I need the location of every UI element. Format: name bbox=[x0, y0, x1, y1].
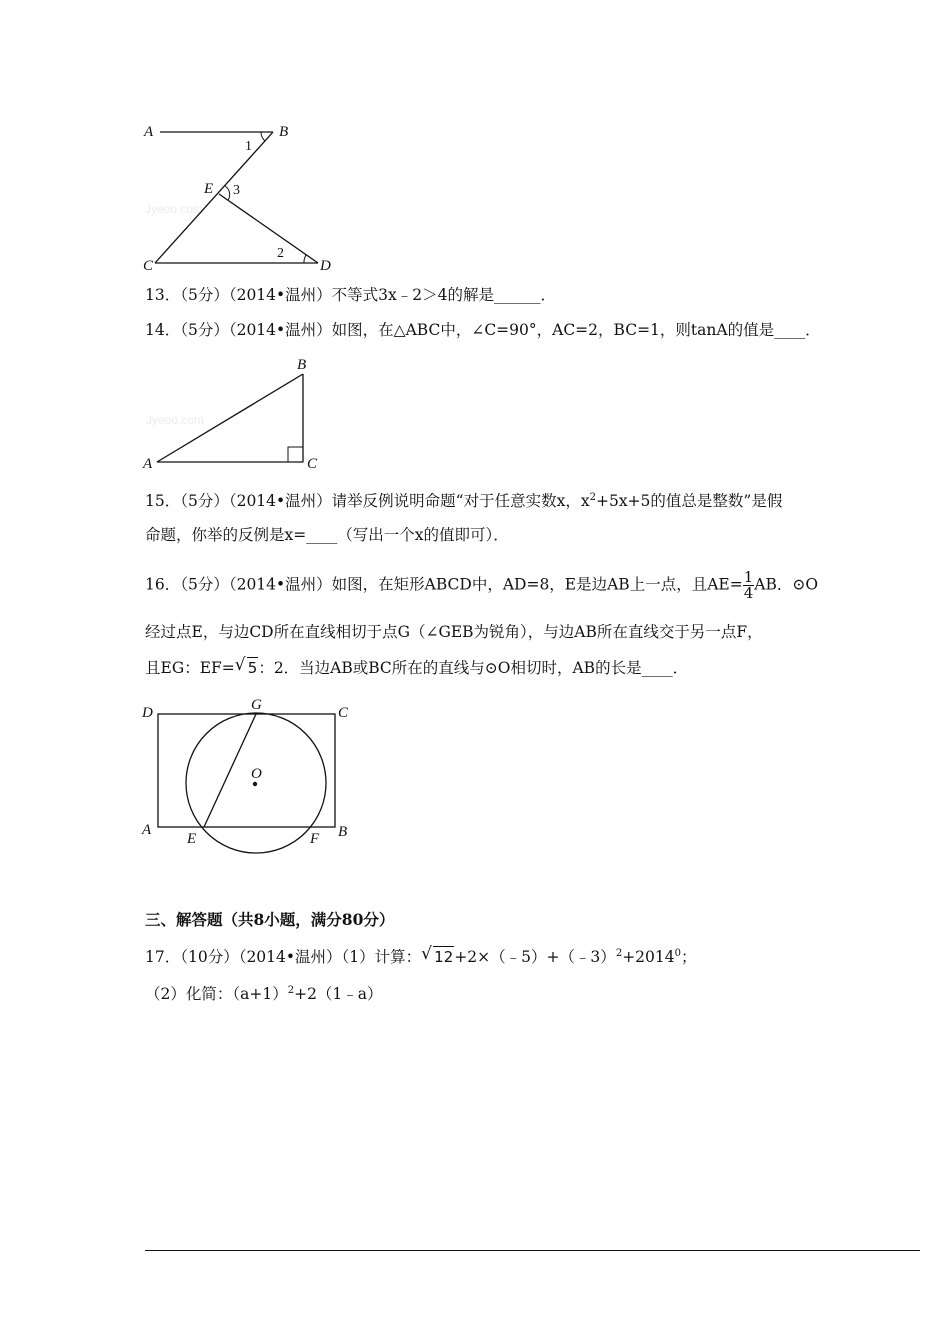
figure-1 bbox=[140, 118, 340, 278]
sqrt-radicand: 12 bbox=[434, 948, 454, 967]
label-a: A bbox=[142, 822, 152, 838]
figure-2-watermark: Jyeoo.com bbox=[146, 413, 205, 427]
question-16-line-3 bbox=[145, 657, 688, 678]
label-d: D bbox=[142, 705, 153, 721]
question-13: 13．（5分）（2014•温州）不等式3x﹣2＞4的解是______． bbox=[145, 286, 557, 304]
angle-3-label: 3 bbox=[233, 183, 240, 198]
q17-text-e: （2）化简：（a+1） bbox=[145, 985, 288, 1004]
question-16-line-2: 经过点E，与边CD所在直线相切于点G（∠GEB为锐角），与边AB所在直线交于另一点F， bbox=[145, 623, 763, 641]
label-b: B bbox=[297, 357, 307, 373]
sqrt-sign-icon: √ bbox=[234, 655, 246, 675]
segment-eg bbox=[204, 714, 256, 827]
fraction-one-quarter bbox=[743, 570, 755, 601]
question-15-line-1 bbox=[145, 488, 782, 511]
figure-3 bbox=[138, 692, 368, 862]
angle-2-label: 2 bbox=[277, 246, 284, 261]
segment-bc bbox=[155, 132, 273, 263]
question-16-line-1 bbox=[145, 570, 818, 601]
q17-exponent-square: 2 bbox=[287, 985, 295, 996]
q16-text-d: ：2．当边AB或BC所在的直线与⊙O相切时，AB的长是____． bbox=[258, 659, 689, 677]
q15-text-b: +5x+5的值总是整数”是假 bbox=[595, 492, 783, 511]
label-c: C bbox=[307, 456, 318, 472]
question-15-line-2: 命题，你举的反例是x=____（写出一个x的值即可）． bbox=[145, 526, 509, 544]
angle-2-arc bbox=[304, 255, 306, 263]
label-d: D bbox=[320, 258, 331, 274]
label-e: E bbox=[204, 181, 214, 197]
section-heading: 三、解答题（共8小题，满分80分） bbox=[145, 910, 395, 929]
q16-text-c: 且EG：EF= bbox=[145, 659, 235, 677]
q16-text-b: AB．⊙O bbox=[754, 575, 819, 594]
q17-text-c: +2014 bbox=[622, 948, 675, 967]
q15-exponent: 2 bbox=[589, 492, 596, 503]
label-f: F bbox=[310, 831, 320, 847]
q17-exponent-0: 0 bbox=[674, 948, 681, 959]
label-b: B bbox=[338, 824, 348, 840]
right-angle-mark bbox=[288, 447, 303, 462]
angle-1-arc bbox=[261, 132, 265, 141]
label-g: G bbox=[251, 697, 262, 713]
q17-text-b: +2×（﹣5）+（﹣3） bbox=[454, 948, 616, 967]
q17-text-a: 17．（10分）（2014•温州）（1）计算： bbox=[145, 948, 422, 967]
fraction-denominator: 4 bbox=[743, 584, 754, 602]
figure-1-watermark: Jyeoo.com bbox=[145, 202, 204, 216]
q17-text-d: ； bbox=[681, 948, 697, 967]
fraction-numerator: 1 bbox=[743, 568, 754, 586]
q17-text-f: +2（1﹣a） bbox=[294, 985, 383, 1004]
figure-2 bbox=[140, 352, 330, 474]
question-17-line-2 bbox=[145, 981, 383, 1004]
q16-text-a: 16．（5分）（2014•温州）如图，在矩形ABCD中，AD=8，E是边AB上一点，且AE= bbox=[145, 575, 743, 594]
question-17-line-1 bbox=[145, 944, 697, 967]
footer-divider bbox=[145, 1250, 920, 1251]
sqrt-sign-icon: √ bbox=[421, 944, 432, 965]
rectangle-abcd bbox=[158, 714, 335, 827]
sqrt-radicand: 5 bbox=[247, 659, 258, 677]
center-point-o bbox=[253, 782, 257, 786]
label-b: B bbox=[279, 124, 289, 140]
label-e: E bbox=[187, 831, 197, 847]
question-14: 14．（5分）（2014•温州）如图，在△ABC中，∠C=90°，AC=2，BC=1，则tanA的值是____． bbox=[145, 321, 821, 339]
sqrt-12 bbox=[421, 946, 454, 967]
label-o: O bbox=[251, 766, 262, 782]
label-c: C bbox=[338, 705, 349, 721]
sqrt-5 bbox=[235, 657, 259, 678]
label-c: C bbox=[143, 258, 154, 274]
segment-ed bbox=[219, 194, 318, 263]
label-a: A bbox=[144, 124, 154, 140]
q15-text-a: 15．（5分）（2014•温州）请举反例说明命题“对于任意实数x，x bbox=[145, 492, 590, 511]
label-a: A bbox=[143, 456, 153, 472]
q17-exponent-2: 2 bbox=[615, 948, 623, 959]
angle-1-label: 1 bbox=[245, 139, 252, 154]
